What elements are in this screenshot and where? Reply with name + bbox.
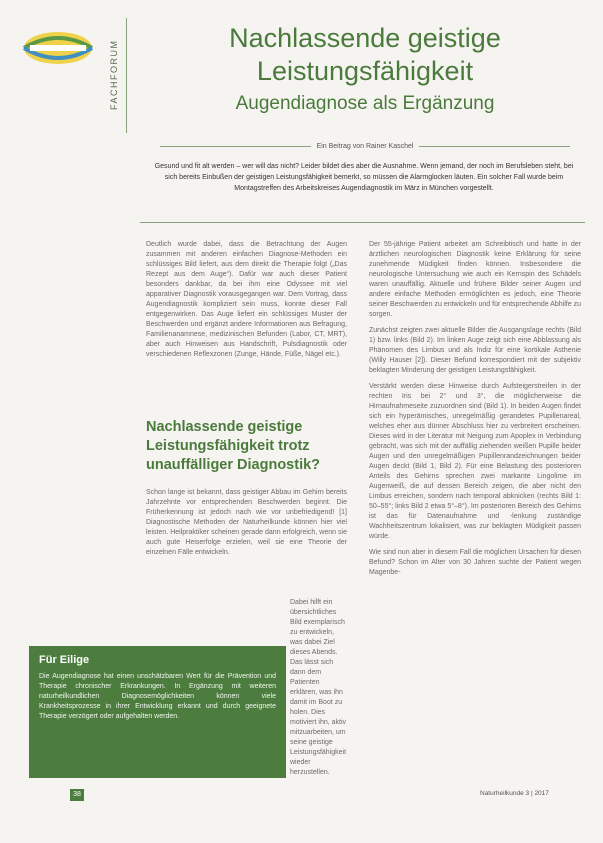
title-line-2: Leistungsfähigkeit xyxy=(256,56,474,86)
page-title xyxy=(180,22,550,88)
divider-line xyxy=(126,18,127,133)
callout-text: Die Augendiagnose hat einen unschätzbaren Wert für die Prävention und Therapie chronischer Erkrankungen. In Ergänzung mit weiteren naturheilkundlichen Diagnosemöglichkeiten können viele Krankheitsprozesse in ihrer Entwicklung erkannt und durch geeignete Therapie verzögert oder aufgehalten werden. xyxy=(39,673,276,720)
paragraph: Der 55-jährige Patient arbeitet am Schreibtisch und hatte in der ärztlichen neurologischen Diagnostik keine Erklärung für seine zunehmende Müdigkeit finden können. Insbesondere die neurologische Untersuchung wie auch ein Kernspin des Schädels waren unauffällig. Aktuelle und frühere Bilder seiner Augen und andere einfache Methoden ermöglichten es jedoch, eine Theorie seiner Beschwerden zu entwickeln und für entsprechende Abhilfe zu sorgen. xyxy=(369,241,581,318)
paragraph: Wie sind nun aber in diesem Fall die möglichen Ursachen für diesen Befund? Schon im Alter von 30 Jahren suchte der Patient wegen Magenbe- xyxy=(369,549,581,576)
paragraph: Schon lange ist bekannt, dass geistiger Abbau im Gehirn bereits Jahrzehnte vor entsprechenden Beschwerden beginnt. Die Früherkennung ist jedoch nach wie vor unbefriedigend! [1] Diagnostische Methoden der Naturheilkunde können hier viel leisten. Heilpraktiker scheinen gerade dann erfolgreich, wenn sie auch gute Heiserfolge erzielen, weil sie eine Theorie der einzelnen Fälle entwickeln. xyxy=(146,489,347,556)
section-heading: Nachlassende geistige Leistungsfähigkeit trotz unauffälliger Diagnostik? xyxy=(146,419,321,473)
logo xyxy=(18,28,98,68)
paragraph: Dabei hilft ein übersichtliches Bild exemplarisch zu entwickeln, was dabei Ziel dieses Abends. Das lässt sich dann dem Patienten erklären, was ihn damit im Boot zu holen. Dies motiviert ihn, aktiv mitzuarbeiten, um seine geistige Leistungsfähigkeit wieder herzustellen. xyxy=(290,599,347,776)
paragraph: Deutlich wurde dabei, dass die Betrachtung der Augen zusammen mit anderen einfachen Diagnose-Methoden ein schlüssiges Bild liefert, aus dem direkt die Therapie folgt („Das Rezept aus dem Auge“). Dafür war auch dieser Patient besonders dankbar, da bei ihm eine Odyssee mit viel apparativer Diagnostik vorausgegangen war. Dem Vortrag, dass Augendiagnostik kompliziert sein muss, konnte dieser Fall entgegenwirken. Das Auge liefert ein schlüssiges Muster der Beschwerden und ergänzt andere Informationen aus Befragung, Familienanamnese, medizinischen Befunden (Labor, CT, MRT), aber auch Hinweisen aus Handschrift, Pulsdiagnostik oder verschiedenen Reflexzonen (Zunge, Hände, Füße, Nägel etc.). xyxy=(146,241,347,358)
column-left-narrow xyxy=(290,598,348,778)
page-number: 38 xyxy=(70,789,84,801)
page-subtitle: Augendiagnose als Ergänzung xyxy=(235,93,495,114)
byline xyxy=(160,143,570,150)
byline-rule-left xyxy=(160,146,311,147)
paragraph: Zunächst zeigten zwei aktuelle Bilder die Ausgangslage rechts (Bild 1) bzw. links (Bild 2). Im linken Auge zeigt sich eine Abblassung als Phänomen des Limbus und als Indiz für eine kortikale Asthenie (Willy Hauser [2]). Dieser Befund korrespondiert mit der subjektiv beklagten Minderung der geistigen Leistungsfähigkeit. xyxy=(369,327,581,374)
column-right xyxy=(369,240,581,584)
byline-rule-right xyxy=(419,146,570,147)
column-left-top xyxy=(146,240,347,366)
callout-title: Für Eilige xyxy=(39,654,90,666)
footer-publication: Naturheilkunde 3 | 2017 xyxy=(480,790,549,797)
byline-text: Ein Beitrag von Rainer Kaschel xyxy=(316,143,414,150)
intro-divider xyxy=(140,222,585,223)
intro-text: Gesund und fit alt werden – wer will das nicht? Leider bildet dies aber die Ausnahme. Wenn jemand, der noch im Berufsleben steht, bei sich bereits Einbußen der geistigen Leistungsfähigkeit bemerkt, so müssen die Alarmglocken läuten. Ein solcher Fall wurde beim Montagstreffen des Arbeitskreises Augendiagnostik im März in München vorgestellt. xyxy=(154,163,574,192)
paragraph: Verstärkt werden diese Hinweise durch Aufsteigerstreifen in der rechten Iris bei 2° und 3°, die möglicherweise die Hirnaufnahmeseite zuzuordnen sind (Bild 1). In beiden Augen findet sich ein hyperämisches, unregelmäßig gerandetes Pupillenareal, welches eher aus dünner Abschluss hier zu verbreitert erscheinen. Dieses wird in der Literatur mit Neigung zum Apoplex in Verbindung gebracht, was sich mit der auffällig ziehenden weißen Pupille beider Augen und den unregelmäßigen Pupillenrandzeichnungen beider Augen deckt (Bild 1, Bild 2). Für eine Belastung des posterioren Anteils des Gehirns sprechen zwei markante Lingolime im Augenweiß, die auf dessen Bereich zeigen, die aber nicht den Limbus erreichen, sondern nach temporal abknicken (rechts Bild 1: 50–55°; links Bild 2 etwa 5°–8°). Im posterioren Bereich des Gehirns ist das für Datenaufnahme und -lenkung zuständige Wachheitszentrum lokalisiert, was zur beklagten Müdigkeit passen würde. xyxy=(369,383,581,540)
section-label: FACHFORUM xyxy=(109,39,119,110)
column-left-bottom xyxy=(146,488,347,564)
callout-box xyxy=(29,646,286,778)
title-line-1: Nachlassende geistige xyxy=(229,23,501,53)
